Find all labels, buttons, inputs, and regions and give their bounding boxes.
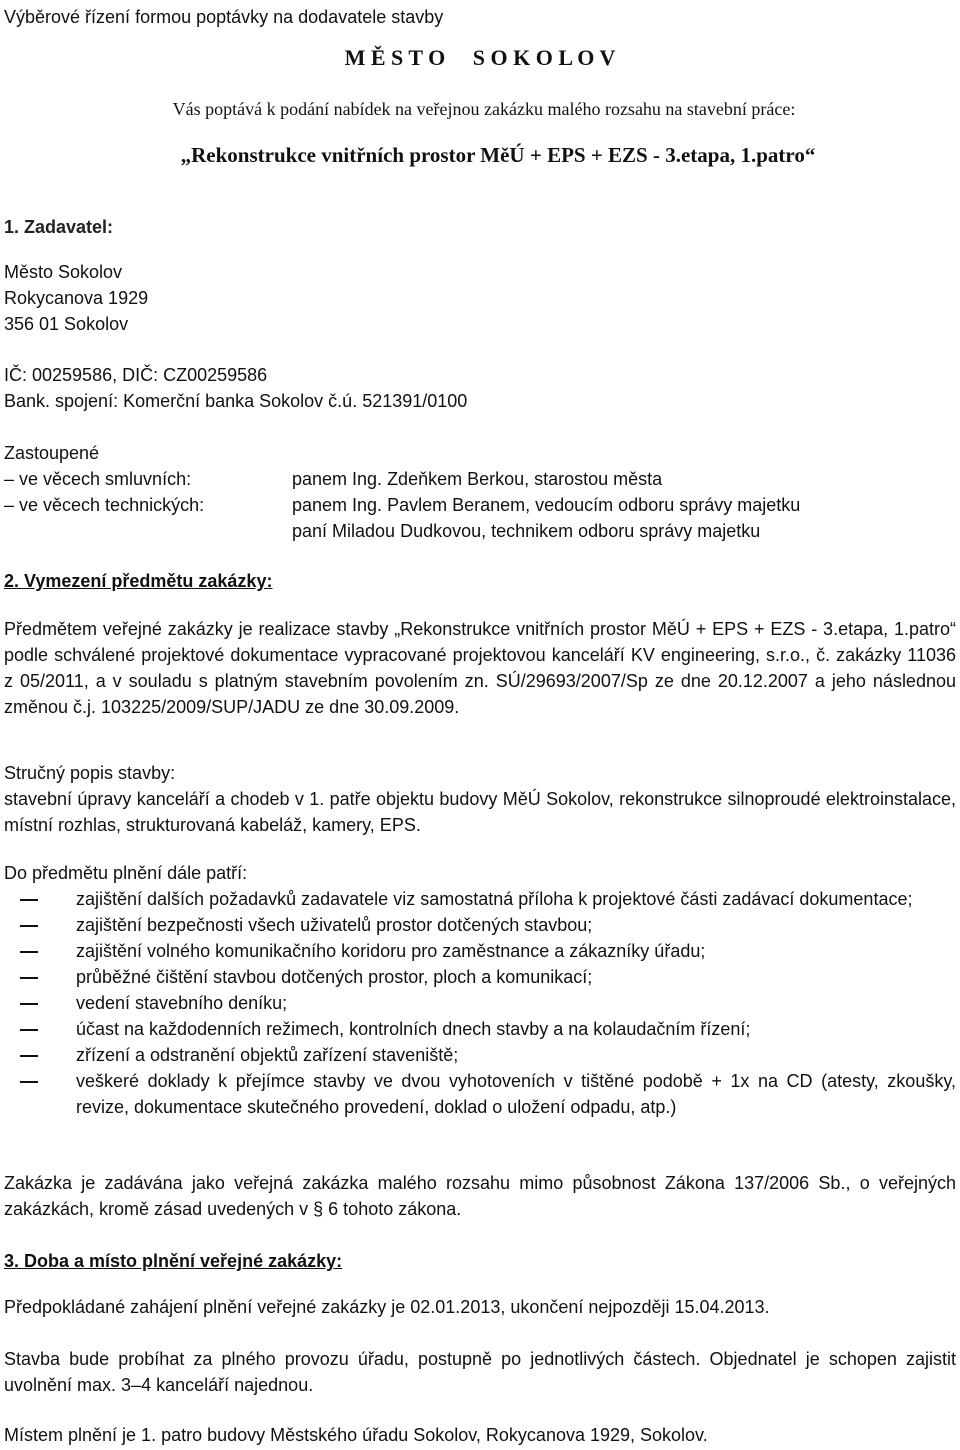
- list-item: zřízení a odstranění objektů zařízení staveniště;: [76, 1045, 459, 1065]
- technical-matters-label: – ve věcech technických:: [4, 495, 205, 515]
- scope-list: [4, 886, 956, 1120]
- technical-representative-2: paní Miladou Dudkovou, technikem odboru správy majetku: [292, 521, 761, 541]
- invitation-text: Vás poptává k podání nabídek na veřejnou zakázku malého rozsahu na stavební práce:: [172, 99, 796, 119]
- law-note: Zakázka je zadávána jako veřejná zakázka malého rozsahu mimo působnost Zákona 137/2006 Sb., o veřejných zakázkách, kromě zásad uvedených v § 6 tohoto zákona.: [4, 1173, 956, 1219]
- represented-label: Zastoupené: [4, 443, 100, 463]
- project-title: „Rekonstrukce vnitřních prostor MěÚ + EPS + EZS - 3.etapa, 1.patro“: [180, 143, 816, 167]
- list-item: zajištění volného komunikačního koridoru pro zaměstnance a zákazníky úřadu;: [76, 941, 706, 961]
- contract-matters-label: – ve věcech smluvních:: [4, 469, 192, 489]
- brief-description-text: stavební úpravy kanceláří a chodeb v 1. patře objektu budovy MěÚ Sokolov, rekonstrukce silnoproudé elektroinstalace, místní rozhlas, strukturovaná kabeláž, kamery, EPS.: [4, 789, 956, 835]
- technical-representative-1: panem Ing. Pavlem Beranem, vedoucím odboru správy majetku: [292, 495, 801, 515]
- section-3-heading: 3. Doba a místo plnění veřejné zakázky:: [4, 1251, 343, 1271]
- place-of-performance: Místem plnění je 1. patro budovy Městského úřadu Sokolov, Rokycanova 1929, Sokolov.: [4, 1425, 708, 1445]
- contract-matters-representative: panem Ing. Zdeňkem Berkou, starostou města: [292, 469, 663, 489]
- bank-details: Bank. spojení: Komerční banka Sokolov č.ú. 521391/0100: [4, 391, 468, 411]
- list-item: vedení stavebního deníku;: [76, 993, 288, 1013]
- address-line-2: Rokycanova 1929: [4, 288, 149, 308]
- list-item: veškeré doklady k přejímce stavby ve dvou vyhotoveních v tištěné podobě + 1x na CD (atesty, zkoušky, revize, dokumentace skutečného provedení, doklad o uložení odpadu, atp.): [76, 1071, 956, 1117]
- address-line-1: Město Sokolov: [4, 262, 123, 282]
- document-type: Výběrové řízení formou poptávky na dodavatele stavby: [4, 7, 444, 27]
- planned-dates: Předpokládané zahájení plnění veřejné zakázky je 02.01.2013, ukončení nejpozději 15.04.2013.: [4, 1297, 770, 1317]
- list-item: průběžné čištění stavbou dotčených prostor, ploch a komunikací;: [76, 967, 593, 987]
- section-1-heading: 1. Zadavatel:: [4, 217, 114, 237]
- address-line-3: 356 01 Sokolov: [4, 314, 129, 334]
- scope-label: Do předmětu plnění dále patří:: [4, 863, 248, 883]
- subject-paragraph: Předmětem veřejné zakázky je realizace stavby „Rekonstrukce vnitřních prostor MěÚ + EPS + EZS - 3.etapa, 1.patro“ podle schválené projektové dokumentace vypracované projektovou kanceláří KV engineering, s.r.o., č. zakázky 11036 z 05/2011, a v souladu s platným stavebním povolením zn. SÚ/29693/2007/Sp ze dne 20.12.2007 a jeho následnou změnou č.j. 103225/2009/SUP/JADU ze dne 30.09.2009.: [4, 619, 956, 717]
- list-item: účast na každodenních režimech, kontrolních dnech stavby a na kolaudačním řízení;: [76, 1019, 751, 1039]
- brief-description-label: Stručný popis stavby:: [4, 763, 176, 783]
- section-2-heading: 2. Vymezení předmětu zakázky:: [4, 571, 273, 591]
- city-title: M Ě S T O S O K O L O V: [344, 45, 616, 70]
- tax-ids: IČ: 00259586, DIČ: CZ00259586: [4, 365, 268, 385]
- list-item: zajištění bezpečnosti všech uživatelů prostor dotčených stavbou;: [76, 915, 593, 935]
- list-item: zajištění dalších požadavků zadavatele viz samostatná příloha k projektové části zadávací dokumentace;: [76, 889, 913, 909]
- operation-note: Stavba bude probíhat za plného provozu úřadu, postupně po jednotlivých částech. Objednatel je schopen zajistit uvolnění max. 3–4 kanceláří najednou.: [4, 1349, 956, 1395]
